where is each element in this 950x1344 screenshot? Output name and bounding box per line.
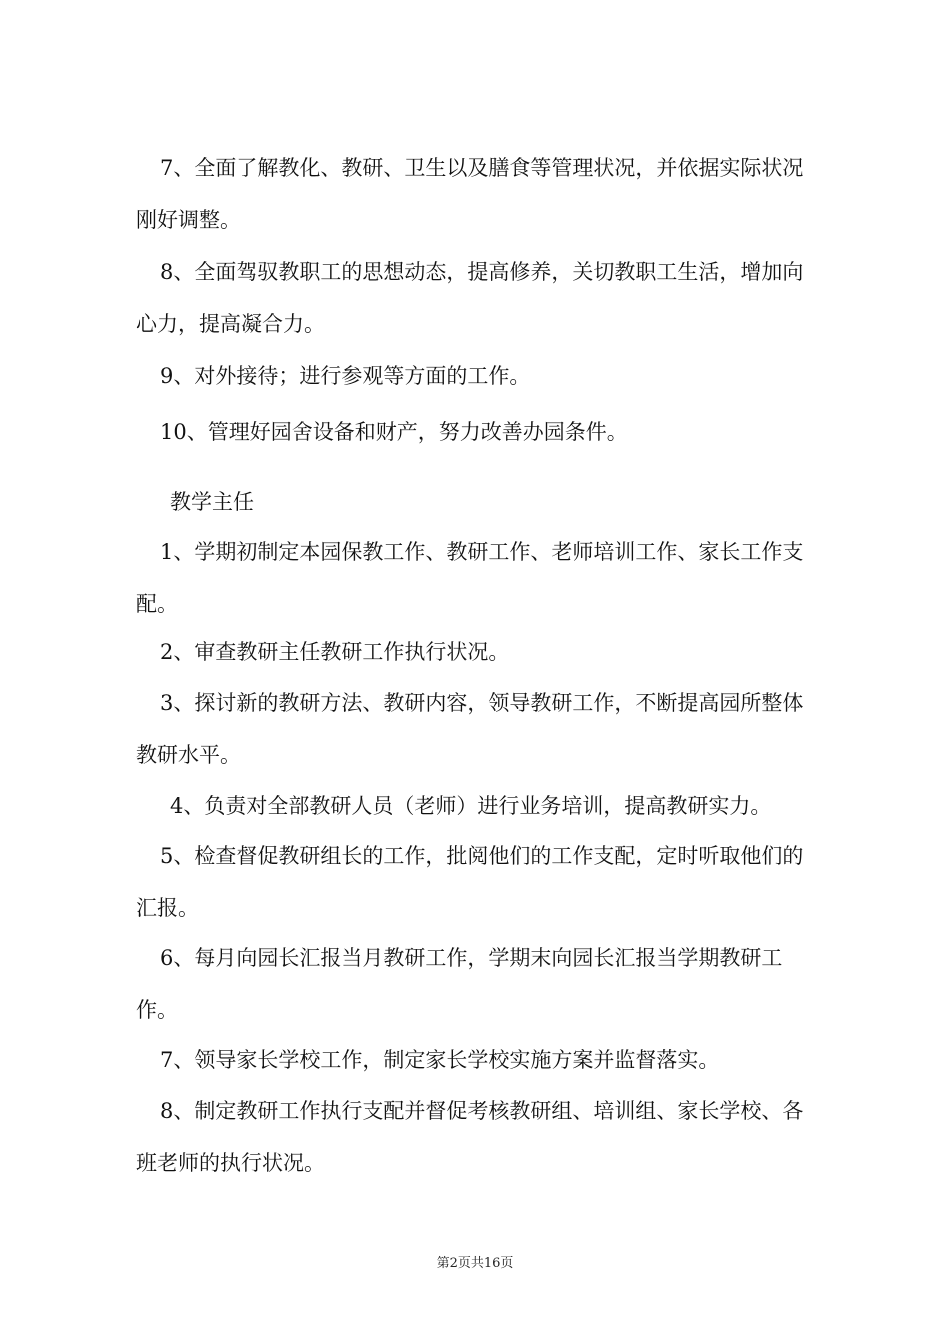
paragraph-teaching-2: 2、审查教研主任教研工作执行状况。 <box>160 640 510 664</box>
paragraph-teaching-4: 4、负责对全部教研人员（老师）进行业务培训，提高教研实力。 <box>170 794 772 818</box>
paragraph-teaching-3: 3、探讨新的教研方法、教研内容，领导教研工作，不断提高园所整体教研水平。 <box>136 691 804 767</box>
paragraph-director-7: 7、全面了解教化、教研、卫生以及膳食等管理状况，并依据实际状况刚好调整。 <box>136 156 804 232</box>
paragraph-teaching-6: 6、每月向园长汇报当月教研工作，学期末向园长汇报当学期教研工作。 <box>136 946 783 1022</box>
paragraph-teaching-5: 5、检查督促教研组长的工作，批阅他们的工作支配，定时听取他们的汇报。 <box>136 844 804 920</box>
paragraph-director-8: 8、全面驾驭教职工的思想动态，提高修养，关切教职工生活，增加向心力，提高凝合力。 <box>136 260 804 336</box>
paragraph-teaching-8: 8、制定教研工作执行支配并督促考核教研组、培训组、家长学校、各班老师的执行状况。 <box>136 1099 804 1175</box>
paragraph-teaching-1: 1、学期初制定本园保教工作、教研工作、老师培训工作、家长工作支配。 <box>136 540 804 616</box>
paragraph-teaching-7: 7、领导家长学校工作，制定家长学校实施方案并监督落实。 <box>160 1048 720 1072</box>
section-heading-teaching-director: 教学主任 <box>170 490 254 514</box>
page-number-footer: 第2页共16页 <box>436 1256 514 1271</box>
paragraph-director-9: 9、对外接待；进行参观等方面的工作。 <box>160 364 531 388</box>
paragraph-director-10: 10、管理好园舍设备和财产，努力改善办园条件。 <box>160 420 628 444</box>
